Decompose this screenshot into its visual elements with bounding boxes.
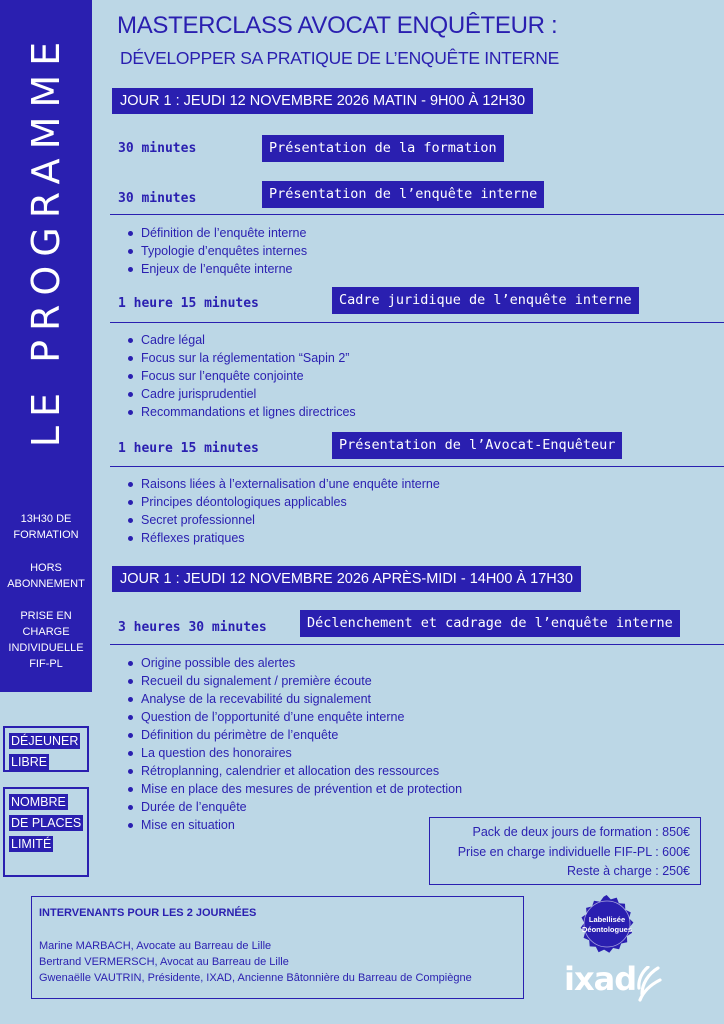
label-badge-icon	[573, 890, 641, 958]
session-items	[124, 475, 440, 547]
list-item: Définition de l’enquête interne	[124, 224, 307, 242]
list-item: Principes déontologiques applicables	[124, 493, 440, 511]
session-title: Présentation de la formation	[262, 135, 504, 162]
sidebar	[0, 0, 92, 692]
info-line: INDIVIDUELLE	[8, 642, 84, 654]
divider	[110, 214, 724, 215]
day-banner-morning: JOUR 1 : JEUDI 12 NOVEMBRE 2026 MATIN - 9H00 À 12H30	[112, 88, 533, 114]
lunch-box	[3, 726, 89, 772]
list-item: Rétroplanning, calendrier et allocation des ressources	[124, 762, 462, 780]
session-title: Présentation de l’enquête interne	[262, 181, 544, 208]
places-box	[3, 787, 89, 877]
page-title: MASTERCLASS AVOCAT ENQUÊTEUR :	[117, 12, 558, 39]
session-duration: 30 minutes	[118, 141, 197, 156]
speakers-box	[31, 896, 524, 999]
session-items	[124, 224, 307, 278]
list-item: Secret professionnel	[124, 511, 440, 529]
info-line: CHARGE	[22, 626, 70, 638]
session-title: Présentation de l’Avocat-Enquêteur	[332, 432, 622, 459]
list-item: Analyse de la recevabilité du signalement	[124, 690, 462, 708]
vertical-title: LE PROGRAMME	[24, 32, 68, 448]
list-item: Recommandations et lignes directrices	[124, 403, 356, 421]
list-item: Mise en place des mesures de prévention et de protection	[124, 780, 462, 798]
day-banner-afternoon: JOUR 1 : JEUDI 12 NOVEMBRE 2026 APRÈS-MIDI - 14H00 À 17H30	[112, 566, 581, 592]
list-item: Origine possible des alertes	[124, 654, 462, 672]
list-item: Focus sur la réglementation “Sapin 2”	[124, 349, 356, 367]
list-item: Cadre jurisprudentiel	[124, 385, 356, 403]
badge-line1: Labellisée	[588, 915, 626, 924]
list-item: La question des honoraires	[124, 744, 462, 762]
pricing-box	[429, 817, 701, 885]
training-hours	[0, 511, 92, 543]
divider	[110, 322, 724, 323]
funding-note	[0, 608, 92, 672]
page-subtitle: DÉVELOPPER SA PRATIQUE DE L’ENQUÊTE INTERNE	[120, 48, 559, 68]
session-duration: 3 heures 30 minutes	[118, 620, 267, 635]
speakers-heading: INTERVENANTS POUR LES 2 JOURNÉES	[39, 907, 257, 919]
session-title: Cadre juridique de l’enquête interne	[332, 287, 639, 314]
list-item: Mise en situation	[124, 816, 462, 834]
list-item: Cadre légal	[124, 331, 356, 349]
info-line: 13H30 DE	[20, 513, 72, 525]
list-item: Question de l’opportunité d’une enquête interne	[124, 708, 462, 726]
price-line: Reste à charge : 250€	[567, 864, 690, 878]
price-line: Pack de deux jours de formation : 850€	[472, 825, 690, 839]
session-items	[124, 654, 462, 834]
list-item: Définition du périmètre de l’enquête	[124, 726, 462, 744]
subscription-note	[0, 560, 92, 592]
leaf-logo-icon	[636, 966, 664, 1002]
info-line: PRISE EN	[20, 610, 72, 622]
places-label: NOMBRE DE PLACES LIMITÉ	[11, 795, 82, 851]
info-line: ABONNEMENT	[7, 578, 85, 590]
list-item: Recueil du signalement / première écoute	[124, 672, 462, 690]
badge-line2: Déontologues	[582, 925, 632, 934]
info-line: FIF-PL	[29, 658, 63, 670]
divider	[110, 466, 724, 467]
info-line: FORMATION	[13, 529, 79, 541]
list-item: Focus sur l’enquête conjointe	[124, 367, 356, 385]
divider	[110, 644, 724, 645]
list-item: Raisons liées à l’externalisation d’une enquête interne	[124, 475, 440, 493]
session-duration: 1 heure 15 minutes	[118, 296, 259, 311]
session-items	[124, 331, 356, 421]
price-line: Prise en charge individuelle FIF-PL : 600€	[457, 844, 690, 859]
list-item: Réflexes pratiques	[124, 529, 440, 547]
speaker-line: Marine MARBACH, Avocate au Barreau de Lille	[39, 940, 272, 952]
speaker-line: Bertrand VERMERSCH, Avocat au Barreau de Lille	[39, 956, 289, 968]
ixad-logo: ixad	[564, 960, 637, 998]
info-line: HORS	[30, 562, 62, 574]
speaker-line: Gwenaëlle VAUTRIN, Présidente, IXAD, Ancienne Bâtonnière du Barreau de Compiègne	[39, 972, 472, 984]
list-item: Enjeux de l’enquête interne	[124, 260, 307, 278]
session-duration: 1 heure 15 minutes	[118, 441, 259, 456]
list-item: Durée de l’enquête	[124, 798, 462, 816]
lunch-label: DÉJEUNER LIBRE	[11, 734, 79, 769]
list-item: Typologie d’enquêtes internes	[124, 242, 307, 260]
session-duration: 30 minutes	[118, 191, 197, 206]
session-title: Déclenchement et cadrage de l’enquête interne	[300, 610, 680, 637]
